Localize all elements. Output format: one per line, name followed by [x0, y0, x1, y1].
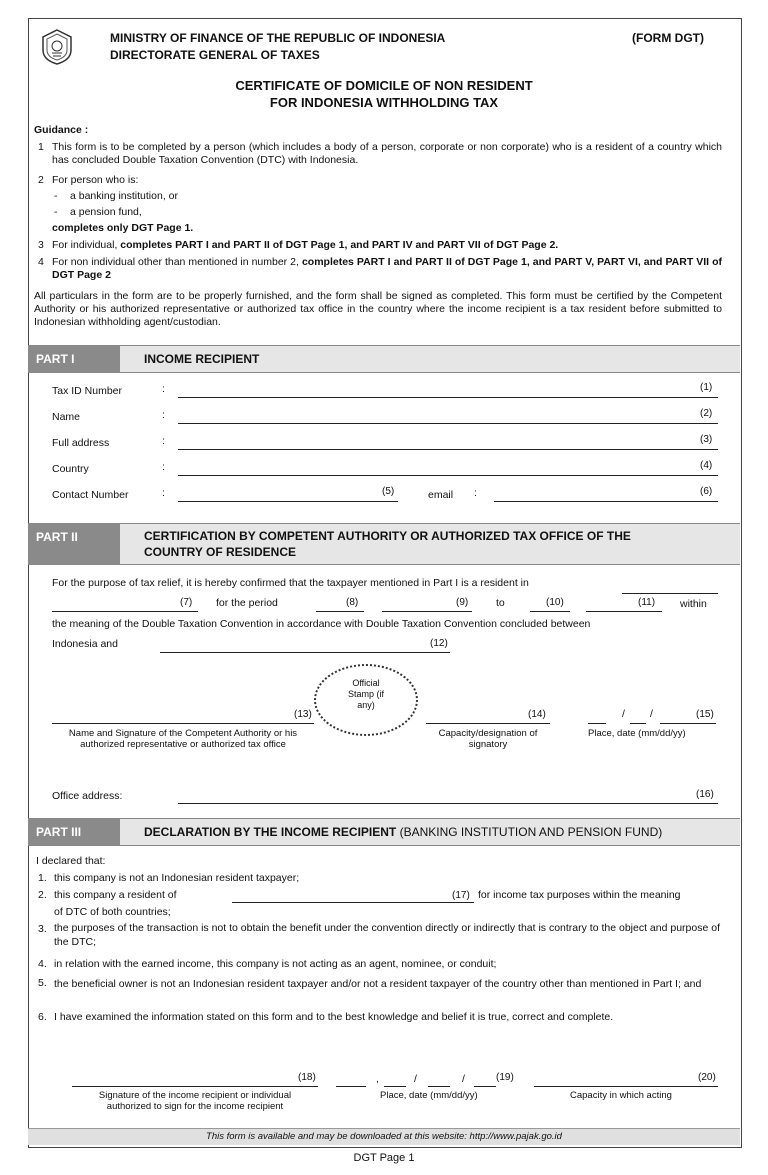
date-field-19b[interactable]	[428, 1086, 450, 1087]
email-label: email	[428, 489, 454, 501]
declared-intro: I declared that:	[36, 855, 106, 867]
country-field[interactable]	[178, 475, 718, 476]
guidance-note: All particulars in the form are to be properly furnished, and the form shall be signed as completed. This form must be certified by the Competent Authority or his authorized representative or authorized tax office in the country where the income recipient is a tax resident before submitted to Indonesian withholding agent/custodian.	[34, 290, 722, 328]
num-16: (16)	[696, 789, 714, 800]
capacity-caption-1: Capacity/designation of	[438, 728, 538, 739]
form-code: (FORM DGT)	[632, 31, 704, 45]
name-colon: :	[162, 409, 165, 421]
capacity-caption	[420, 728, 556, 750]
form-title-line1: CERTIFICATE OF DOMICILE OF NON RESIDENT	[235, 78, 533, 93]
for-period-label: for the period	[216, 597, 278, 609]
part3-bar	[28, 818, 740, 846]
dash-a: -	[54, 190, 58, 202]
guidance-item-4	[52, 256, 722, 282]
place-date-caption: Place, date (mm/dd/yy)	[588, 728, 686, 739]
contact-colon: :	[162, 487, 165, 499]
guidance-item-1: This form is to be completed by a person (which includes a body of a person, corporate or non corporate) who is a resident of a country which has concluded Double Taxation Convention (DTC) with Indonesia.	[52, 141, 722, 166]
capacity-caption-2: signatory	[468, 739, 508, 750]
guidance-item-1-num: 1	[38, 141, 44, 153]
date-field-19c[interactable]	[474, 1086, 496, 1087]
field-8[interactable]	[316, 611, 364, 612]
signature-caption-1: Name and Signature of the Competent Authority or his	[68, 728, 298, 739]
decl-3-num: 3.	[38, 923, 47, 935]
num-7: (7)	[180, 597, 193, 608]
part2-title-line2: COUNTRY OF RESIDENCE	[144, 545, 297, 559]
field-12[interactable]	[160, 652, 450, 653]
name-field[interactable]	[178, 423, 718, 424]
part1-bar	[28, 345, 740, 373]
num-1: (1)	[700, 382, 713, 393]
guidance-item-3-pre: For individual,	[52, 239, 121, 251]
stamp-line2: Stamp (if	[347, 689, 384, 699]
signature-field-18[interactable]	[72, 1086, 318, 1087]
guidance-item-4-bold: completes PART I and PART II of DGT Page 1, and PART V, PART VI, and PART VII of DGT Page 2	[52, 256, 723, 281]
office-address-field[interactable]	[178, 803, 718, 804]
guidance-item-2a: a banking institution, or	[70, 190, 178, 202]
part2-label: PART II	[28, 524, 120, 564]
stamp-line3: any)	[357, 700, 375, 710]
contact-field[interactable]	[178, 501, 398, 502]
country-label: Country	[52, 463, 89, 475]
num-10: (10)	[546, 597, 564, 608]
num-13: (13)	[294, 709, 312, 720]
date-field-19a[interactable]	[384, 1086, 406, 1087]
guidance-item-4-num: 4	[38, 256, 44, 268]
decl-5-num: 5.	[38, 977, 47, 989]
guidance-heading: Guidance :	[34, 124, 89, 136]
date-field-15c[interactable]	[660, 723, 716, 724]
address-field[interactable]	[178, 449, 718, 450]
part1-label: PART I	[28, 346, 120, 372]
within-label: within	[680, 598, 707, 610]
num-9: (9)	[456, 597, 469, 608]
guidance-item-3	[52, 239, 722, 252]
decl-4: in relation with the earned income, this company is not acting as an agent, nominee, or conduit;	[54, 958, 497, 970]
num-14: (14)	[528, 709, 546, 720]
tax-id-label: Tax ID Number	[52, 385, 123, 397]
guidance-item-2-num: 2	[38, 174, 44, 186]
p3-signature-caption-1: Signature of the income recipient or individual	[98, 1090, 292, 1101]
p3-place-date-caption: Place, date (mm/dd/yy)	[380, 1090, 478, 1101]
num-4: (4)	[700, 460, 713, 471]
num-6: (6)	[700, 486, 713, 497]
p3-capacity-caption: Capacity in which acting	[570, 1090, 672, 1101]
form-title-line2: FOR INDONESIA WITHHOLDING TAX	[269, 95, 499, 110]
part2-bar	[28, 523, 740, 565]
guidance-item-4-pre: For non individual other than mentioned in number 2,	[52, 256, 302, 268]
decl-1: this company is not an Indonesian resident taxpayer;	[54, 872, 300, 884]
footer-note: This form is available and may be downloaded at this website: http://www.pajak.go.id	[206, 1131, 562, 1142]
indonesia-and-label: Indonesia and	[52, 638, 118, 650]
p3-signature-caption	[72, 1090, 318, 1112]
p3-signature-caption-2: authorized to sign for the income recipient	[106, 1101, 284, 1112]
field-10[interactable]	[530, 611, 570, 612]
place-field-19[interactable]	[336, 1086, 366, 1087]
name-label: Name	[52, 411, 81, 423]
num-15: (15)	[696, 709, 714, 720]
footer-bar	[28, 1128, 740, 1145]
num-12: (12)	[430, 638, 448, 649]
email-colon: :	[474, 487, 477, 499]
slash-a: /	[622, 708, 625, 720]
part3-label: PART III	[28, 819, 120, 845]
part2-text1: For the purpose of tax relief, it is hereby confirmed that the taxpayer mentioned in Part I is a resident in	[52, 577, 529, 589]
country-colon: :	[162, 461, 165, 473]
num-5: (5)	[382, 486, 395, 497]
address-colon: :	[162, 435, 165, 447]
dash-b: -	[54, 206, 58, 218]
page-number: DGT Page 1	[353, 1152, 415, 1164]
num-17: (17)	[452, 890, 470, 901]
decl-3: the purposes of the transaction is not to obtain the benefit under the convention directly or indirectly that is contrary to the object and purpose of the DTC;	[54, 922, 720, 948]
slash-c: /	[414, 1073, 417, 1085]
guidance-item-3-num: 3	[38, 239, 44, 251]
decl-2-pre: this company a resident of	[54, 889, 177, 901]
signature-caption-2: authorized representative or authorized tax office	[80, 739, 286, 750]
field-9[interactable]	[382, 611, 472, 612]
slash-b: /	[650, 708, 653, 720]
num-20: (20)	[698, 1072, 716, 1083]
tax-id-colon: :	[162, 383, 165, 395]
signature-caption	[52, 728, 314, 750]
to-label: to	[496, 597, 505, 609]
address-label: Full address	[52, 437, 110, 449]
date-field-15a[interactable]	[588, 723, 606, 724]
capacity-field-20[interactable]	[534, 1086, 718, 1087]
field-7[interactable]	[52, 611, 198, 612]
slash-d: /	[462, 1073, 465, 1085]
decl-2-post: for income tax purposes within the meaning	[478, 889, 681, 901]
guidance-item-2b: a pension fund,	[70, 206, 142, 218]
num-18: (18)	[298, 1072, 316, 1083]
decl-5: the beneficial owner is not an Indonesian resident taxpayer and/or not a resident taxpayer of the country other than mentioned in Part I; and	[54, 978, 702, 990]
directorate-name: DIRECTORATE GENERAL OF TAXES	[110, 48, 320, 62]
num-19: (19)	[496, 1072, 514, 1083]
guidance-item-2-intro: For person who is:	[52, 174, 139, 186]
ministry-seal-icon	[40, 28, 74, 66]
part3-title-normal: (BANKING INSTITUTION AND PENSION FUND)	[396, 825, 663, 839]
field-17[interactable]	[232, 902, 474, 903]
guidance-item-3-bold: completes PART I and PART II of DGT Page 1, and PART IV and PART VII of DGT Page 2.	[120, 239, 559, 251]
decl-6-num: 6.	[38, 1011, 47, 1023]
office-address-label: Office address:	[52, 790, 123, 802]
date-field-15b[interactable]	[630, 723, 646, 724]
num-3: (3)	[700, 434, 713, 445]
decl-1-num: 1.	[38, 872, 47, 884]
ministry-name: MINISTRY OF FINANCE OF THE REPUBLIC OF INDONESIA	[110, 31, 446, 45]
capacity-field-14[interactable]	[426, 723, 550, 724]
signature-field-13[interactable]	[52, 723, 314, 724]
part2-text2: the meaning of the Double Taxation Convention in accordance with Double Taxation Convention concluded between	[52, 618, 591, 630]
comma: ,	[376, 1073, 379, 1085]
part3-title-bold: DECLARATION BY THE INCOME RECIPIENT	[144, 825, 397, 839]
part1-title: INCOME RECIPIENT	[144, 352, 260, 366]
tax-id-field[interactable]	[178, 397, 718, 398]
decl-2-num: 2.	[38, 889, 47, 901]
num-2: (2)	[700, 408, 713, 419]
official-stamp	[314, 664, 418, 736]
field-11[interactable]	[586, 611, 662, 612]
part3-title	[144, 825, 662, 839]
num-8: (8)	[346, 597, 359, 608]
num-11: (11)	[638, 597, 656, 608]
email-field[interactable]	[494, 501, 718, 502]
guidance-item-2-end: completes only DGT Page 1.	[52, 222, 194, 234]
resident-country-field[interactable]	[622, 593, 718, 594]
stamp-line1: Official	[352, 678, 380, 688]
decl-4-num: 4.	[38, 958, 47, 970]
decl-6: I have examined the information stated on this form and to the best knowledge and belief it is true, correct and complete.	[54, 1011, 614, 1023]
contact-label: Contact Number	[52, 489, 129, 501]
part2-title-line1: CERTIFICATION BY COMPETENT AUTHORITY OR AUTHORIZED TAX OFFICE OF THE	[144, 529, 631, 543]
decl-2-cont: of DTC of both countries;	[54, 906, 171, 918]
